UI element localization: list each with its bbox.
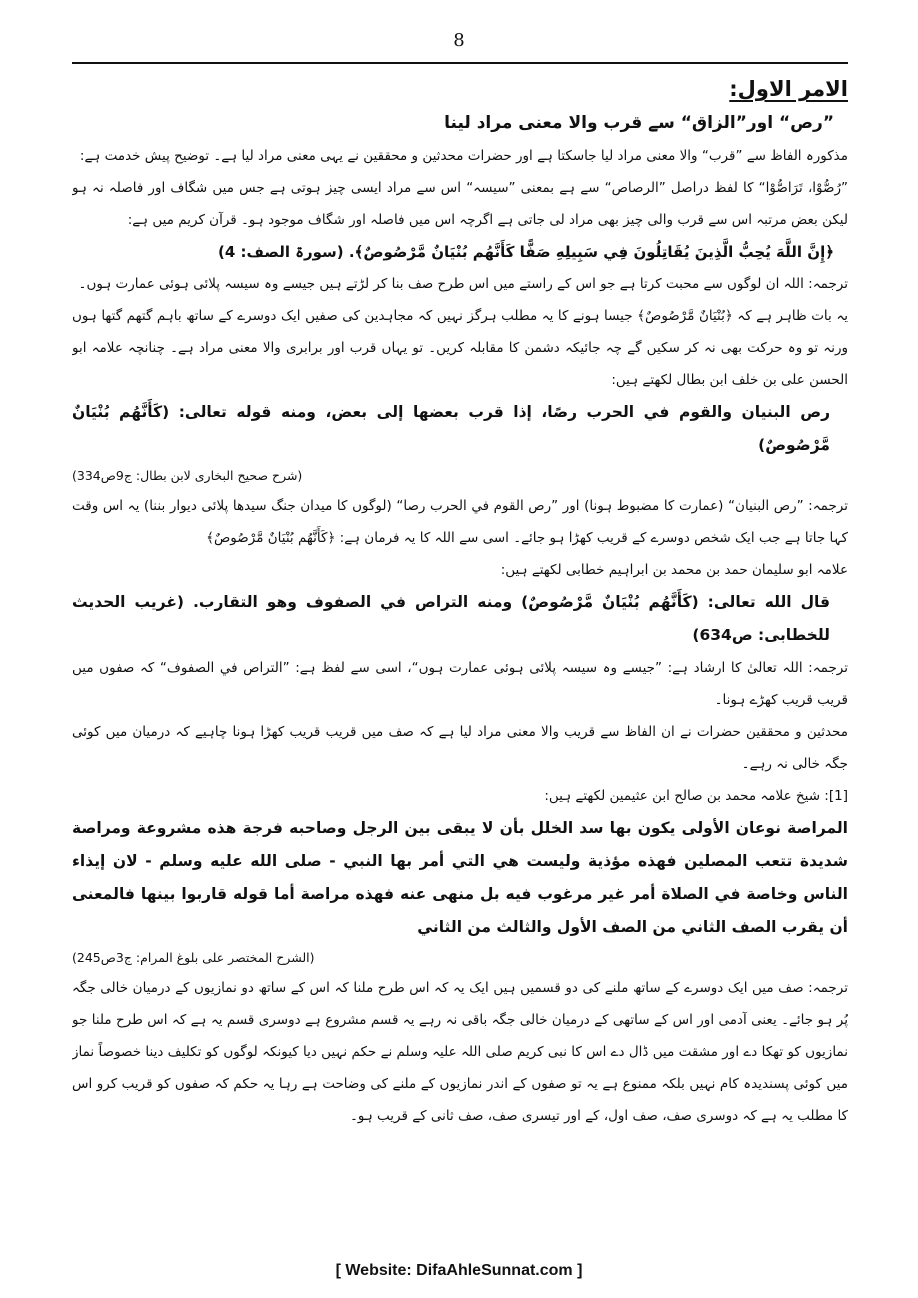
source-ibn-battal: (شرح صحیح البخاری لابن بطال: ج9ص334) [72, 468, 303, 483]
translation-khattabi: ترجمہ: اللہ تعالیٰ کا ارشاد ہے: ”جیسے وہ سیسہ پلائی ہوئی عمارت ہوں“، اسی سے لفظ ہے: ”التراص في الصفوف“ کہ صفوں میں قریب قریب کھڑے ہونا۔ [72, 660, 848, 708]
uthaymeen-intro: [1]: شیخ علامہ محمد بن صالح ابن عثیمین لکھتے ہیں: [544, 788, 848, 804]
source-citation [72, 462, 848, 490]
page-number: 8 [453, 30, 465, 51]
source-citation [72, 944, 848, 972]
translation-paragraph: ترجمہ: ”رص البنیان“ (عمارت کا مضبوط ہونا) اور ”رص القوم في الحرب رصا“ (لوگوں کا میدان جنگ سیدھا پلائی دیوار بننا) یہ اس وقت کہا جاتا ہے جب ایک شخص دوسرے کے قریب کھڑا ہو جائے۔ اسی سے اللہ کا یہ فرمان ہے: ﴿كَأَنَّهُم بُنْيَانٌ مَّرْصُوصٌ﴾ [72, 498, 848, 546]
website-footer: [ Website: DifaAhleSunnat.com ] [335, 1262, 583, 1279]
arabic-quote-ibn-battal: رص البنيان والقوم في الحرب رصًا، إذا قرب بعضها إلى بعض، ومنه قوله تعالى: (كَأَنَّهُم بُنْيَانٌ مَّرْصُوصٌ) [72, 403, 830, 454]
page-body [72, 72, 848, 1252]
verse-translation: ترجمہ: اللہ ان لوگوں سے محبت کرتا ہے جو اس کے راستے میں اس طرح صف بنا کر لڑتے ہیں جیسے وہ سیسہ پلائی ہوئی عمارت ہوں۔ [78, 276, 848, 292]
section-heading: الامر الاول: [729, 77, 848, 101]
intro-paragraph: مذکورہ الفاظ سے ”قرب“ والا معنی مراد لیا جاسکتا ہے اور حضرات محدثین و محققین نے یہی معنی مراد لیا ہے۔ توضیح پیش خدمت ہے: [79, 148, 848, 164]
quran-verse: ﴿إِنَّ اللَّهَ يُحِبُّ الَّذِينَ يُقَاتِلُونَ فِي سَبِيلِهِ صَفًّا كَأَنَّهُم بُنْيَانٌ مَّرْصُوصٌ﴾. (سورۃ الصف: 4) [218, 243, 834, 261]
final-translation: ترجمہ: صف میں ایک دوسرے کے ساتھ ملنے کی دو قسمیں ہیں ایک یہ کہ اس طرح ملنا کہ اس کے ساتھ دو نمازیوں کے درمیان خالی جگہ پُر ہو جائے۔ یعنی آدمی اور اس کے ساتھی کے درمیان خالی جگہ باقی نہ رہے یہ قسم مشروع ہے دوسری قسم یہ ہے کہ اس طرح ملنا جو نمازیوں کو تھکا دے اور مشقت میں ڈال دے اس کا نبی کریم صلی اللہ علیہ وسلم نے حکم نہیں دیا کیونکہ لوگوں کو تکلیف دینا خصوصاً نماز میں کوئی پسندیدہ کام نہیں بلکہ ممنوع ہے یہ تو صفوں کے اندر نمازیوں کے ملنے کی وضاحت ہے رہا یہ حکم کہ صفوں کو قریب کرو اس کا مطلب یہ ہے کہ دوسری صف، صف اول، کے اور تیسری صف، صف ثانی کے قریب ہو۔ [72, 980, 848, 1124]
arabic-quote-khattabi: قال الله تعالى: (كَأَنَّهُم بُنْيَانٌ مَّرْصُوصٌ) ومنه التراص في الصفوف وهو التقارب. (غریب الحدیث للخطابی: ص634) [72, 593, 830, 644]
header-rule [72, 62, 848, 64]
etymology-paragraph: ”رُصُّوْا، تَرَاصُّوْا“ کا لفظ دراصل ”الرصاص“ سے ہے بمعنی ”سیسہ“ اس سے مراد ایسی چیز ہوتی ہے جس میں شگاف اور فاصلہ نہ ہو لیکن بعض مرتبہ اس سے قرب والی چیز بھی مراد لی جاتی ہے اگرچہ اس میں فاصلہ اور شگاف موجود ہو۔ قرآن کریم میں ہے: [72, 180, 848, 228]
scholars-paragraph: محدثین و محققین حضرات نے ان الفاظ سے قریب والا معنی مراد لیا ہے کہ صف میں قریب قریب کھڑا ہونا چاہیے کہ درمیان میں کوئی جگہ خالی نہ رہے۔ [72, 724, 848, 772]
arabic-quote-uthaymeen: المراصة نوعان الأولى يكون بها سد الخلل بأن لا يبقى بين الرجل وصاحبه فرجة هذه مشروعة ومراصة شديدة تتعب المصلين فهذه مؤذية وليست هي التي أمر بها النبي - صلى الله عليه وسلم - لان إيذاء الناس وخاصة في الصلاة أمر غير مرغوب فيه بل منهى عنه فهذه مراصة أما قوله قاربوا بينها فالمعنى أن يقرب الصف الثاني من الصف الأول والثالث من الثاني [72, 819, 848, 936]
subsection-heading: ”رص“ اور”الزاق“ سے قرب والا معنی مراد لینا [444, 113, 834, 133]
source-bulugh: (الشرح المختصر علی بلوغ المرام: ج3ص245) [72, 950, 315, 965]
explanation-paragraph: یہ بات ظاہر ہے کہ ﴿بُنْيَانٌ مَّرْصُوصٌ﴾ جیسا ہونے کا یہ مطلب ہرگز نہیں کہ مجاہدین کی صفیں ایک دوسرے کے ساتھ باہم گتھم گتھا ہوں ورنہ تو وہ حرکت بھی نہ کر سکیں گے چہ جائیکہ دشمن کا مقابلہ کریں۔ تو یہاں قرب اور برابری والا معنی مراد ہے۔ چنانچہ علامہ ابو الحسن علی بن خلف ابن بطال لکھتے ہیں: [72, 308, 848, 388]
khattabi-intro: علامہ ابو سلیمان حمد بن محمد بن ابراہیم خطابی لکھتے ہیں: [500, 562, 848, 578]
